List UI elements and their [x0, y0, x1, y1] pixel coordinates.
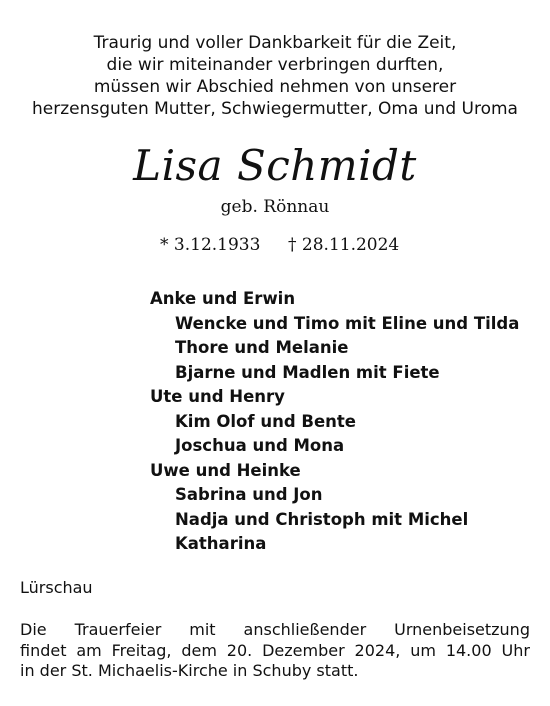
intro-line: müssen wir Abschied nehmen von unserer	[93, 77, 457, 97]
service-word: 20.	[226, 640, 253, 660]
service-line-3: in der St. Michaelis-Kirche in Schuby statt.	[20, 661, 359, 680]
family-member: Bjarne und Madlen mit Fiete	[175, 362, 440, 382]
birth-date: * 3.12.1933	[160, 235, 261, 255]
family-member: Wencke und Timo mit Eline und Tilda	[175, 313, 520, 333]
service-word: dem	[181, 640, 217, 660]
deceased-name: Lisa Schmidt	[133, 141, 417, 190]
service-notice	[20, 620, 530, 682]
family-list	[150, 287, 530, 557]
service-word: Urnenbeisetzung	[394, 620, 530, 639]
family-member: Katharina	[175, 534, 267, 553]
service-word: Trauerfeier	[74, 620, 162, 639]
service-word: Die	[20, 620, 47, 639]
service-word: Dezember	[262, 640, 345, 660]
service-word: mit	[189, 620, 216, 639]
service-word: anschließender	[243, 620, 367, 639]
place-name: Lürschau	[20, 578, 93, 597]
service-word: um	[410, 640, 436, 660]
service-word: Freitag,	[111, 640, 172, 660]
intro-line: Traurig und voller Dankbarkeit für die Zeit,	[93, 33, 457, 53]
family-couple: Anke und Erwin	[150, 289, 296, 308]
intro-line: herzensguten Mutter, Schwiegermutter, Oma und Uroma	[32, 99, 518, 119]
service-word: 14.00	[445, 640, 492, 660]
service-word: am	[76, 640, 102, 660]
intro-line: die wir miteinander verbringen durften,	[106, 55, 444, 75]
service-word: Uhr	[501, 640, 530, 660]
service-line-2	[20, 641, 530, 662]
family-couple: Ute und Henry	[150, 387, 285, 406]
family-member: Kim Olof und Bente	[175, 411, 356, 431]
family-member: Thore und Melanie	[175, 338, 349, 357]
family-member: Joschua und Mona	[175, 436, 345, 455]
death-date: † 28.11.2024	[288, 235, 400, 255]
intro-text	[0, 32, 550, 120]
family-member: Nadja und Christoph mit Michel	[175, 509, 469, 529]
maiden-name: geb. Rönnau	[220, 197, 330, 217]
service-word: findet	[20, 640, 67, 660]
service-word: 2024,	[354, 640, 401, 660]
family-member: Sabrina und Jon	[175, 485, 323, 504]
family-couple: Uwe und Heinke	[150, 460, 301, 480]
service-line-1	[20, 620, 530, 641]
